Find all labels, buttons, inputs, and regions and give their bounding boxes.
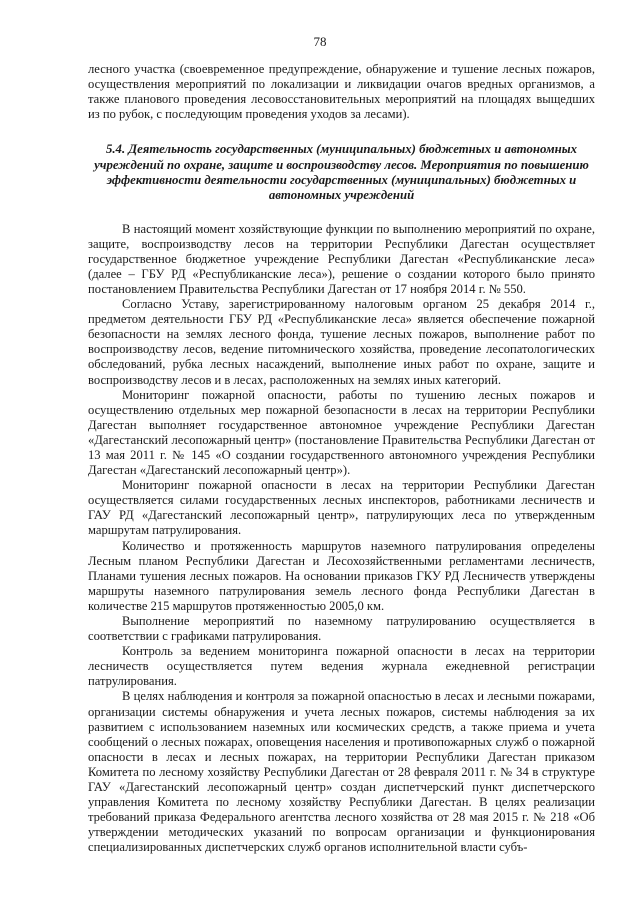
paragraph-8: В целях наблюдения и контроля за пожарной опасностью в лесах и лесными пожарами, организации системы обнаружения и учета лесных пожаров, системы наблюдения за их развитием с использованием наземных или космических средств, а также приема и учета сообщений о лесных пожарах, оповещения населения и противопожарных служб о пожарной опасности в лесах и лесных пожарах, на территории Республики Дагестан приказом Комитета по лесному хозяйству Республики Дагестан от 28 февраля 2011 г. № 34 в структуре ГАУ «Дагестанский лесопожарный центр» создан диспетчерский пункт диспетчерского управления Комитета по лесному хозяйству Республики Дагестан. В целях реализации требований приказа Федерального агентства лесного хозяйства от 28 мая 2015 г. № 218 «Об утверждении методических указаний по вопросам организации и функционирования специализированных диспетчерских служб органов исполнительной власти субъ- — [88, 689, 595, 855]
paragraph-3: Мониторинг пожарной опасности, работы по тушению лесных пожаров и осуществлению отдельных мер пожарной безопасности в лесах на территории Республики Дагестан выполняет государственное автономное учреждение Республики Дагестан «Дагестанский лесопожарный центр» (постановление Правительства Республики Дагестан от 13 мая 2011 г. № 145 «О создании государственного автономного учреждения Республики Дагестан «Дагестанский лесопожарный центр»). — [88, 387, 595, 478]
paragraph-2: Согласно Уставу, зарегистрированному налоговым органом 25 декабря 2014 г., предметом деятельности ГБУ РД «Республиканские леса» является обеспечение пожарной безопасности на землях лесного фонда, тушение лесных пожаров, выполнение работ по воспроизводству лесов, ведение питомнического хозяйства, проведение лесопатологических обследований, рубка лесных насаждений, выполнение иных работ по охране, защите и воспроизводству лесов и в лесах, расположенных на землях иных категорий. — [88, 297, 595, 387]
document-body — [88, 62, 595, 856]
paragraph-5: Количество и протяженность маршрутов наземного патрулирования определены Лесным планом Республики Дагестан и Лесохозяйственными регламентами лесничеств, Планами тушения лесных пожаров. На основании приказов ГКУ РД Лесничеств утверждены маршруты наземного патрулирования земель лесного фонда Республики Дагестан в количестве 215 маршрутов протяженностью 2005,0 км. — [88, 538, 595, 613]
page-number: 78 — [313, 34, 327, 49]
paragraph-6: Выполнение мероприятий по наземному патрулированию осуществляется в соответствии с графиками патрулирования. — [88, 614, 595, 644]
section-heading: 5.4. Деятельность государственных (муниципальных) бюджетных и автономных учреждений по охране, защите и воспроизводству лесов. Мероприятия по повышению эффективности деятельности государственных (муниципальных) бюджетных и автономных учреждений — [94, 142, 589, 203]
paragraph-7: Контроль за ведением мониторинга пожарной опасности в лесах на территории лесничеств осуществляется путем ведения журнала ежедневной регистрации патрулирования. — [88, 644, 595, 689]
paragraph-4: Мониторинг пожарной опасности в лесах на территории Республики Дагестан осуществляется силами государственных лесных инспекторов, работниками лесничеств и ГАУ РД «Дагестанский лесопожарный центр», патрулирующих леса по утвержденным маршрутам патрулирования. — [88, 478, 595, 538]
paragraph-1: В настоящий момент хозяйствующие функции по выполнению мероприятий по охране, защите, воспроизводству лесов на территории Республики Дагестан осуществляет государственное бюджетное учреждение Республики Дагестан «Республиканские леса» (далее – ГБУ РД «Республиканские леса»), решение о создании которого было принято постановлением Правительства Республики Дагестан от 17 ноября 2014 г. № 550. — [88, 221, 595, 296]
continued-paragraph: лесного участка (своевременное предупреждение, обнаружение и тушение лесных пожаров, осуществления мероприятий по локализации и ликвидации очагов вредных организмов, а также планового проведения лесовосстановительных мероприятий на площадях выщедших из по рубок, с последующим проведения уходов за лесами). — [88, 62, 595, 122]
